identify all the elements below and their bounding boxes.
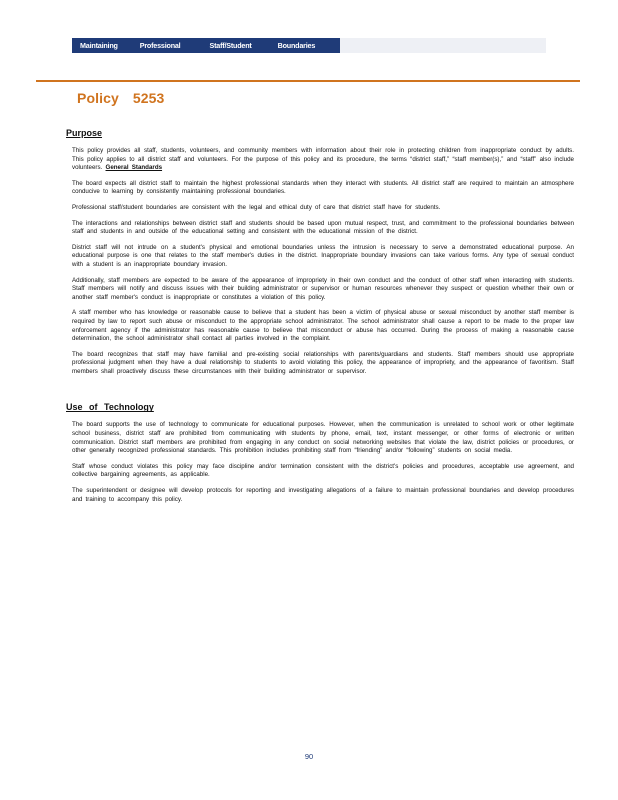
page-number: 90	[304, 752, 314, 761]
header-tab-professional: Professional	[139, 41, 181, 50]
paragraph: The board expects all district staff to maintain the highest professional standards when they interact with students. All district staff are required to maintain an atmosphere conducive to learning by consistently maintaining professional boundaries.	[72, 179, 574, 196]
paragraph: District staff will not intrude on a student's physical and emotional boundaries unless the intrusion is necessary to serve a demonstrated educational purpose. An educational purpose is one that relates to the staff member's duties in the district. Inappropriate boundary invasions can take various forms. Any type of sexual conduct with a student is an inappropriate boundary invasion.	[72, 243, 574, 268]
header-tab-boundaries: Boundaries	[277, 41, 316, 50]
policy-number: 5253	[132, 90, 165, 106]
header-tab-staff-student: Staff/Student	[209, 41, 252, 50]
paragraph: The superintendent or designee will develop protocols for reporting and investigating allegations of a failure to maintain professional boundaries and develop procedures and training to accompany this policy.	[72, 487, 574, 503]
section-heading-purpose: Purpose	[66, 128, 103, 138]
header-bar	[72, 38, 340, 53]
header-tab-maintaining: Maintaining	[80, 41, 118, 50]
paragraph: The interactions and relationships between district staff and students should be based upon mutual respect, trust, and commitment to the professional boundaries between staff and students in and outside of the educational setting and consistent with the educational mission of the district.	[72, 219, 574, 236]
policy-label: Policy	[77, 90, 119, 106]
paragraph: Professional staff/student boundaries are consistent with the legal and ethical duty of care that district staff have for students.	[72, 203, 441, 211]
paragraph: The board supports the use of technology to communicate for educational purposes. However, when the communication is unrelated to school work or other legitimate school business, district staff are prohibited from communicating with students by phone, email, text, instant messenger, or other forms of electronic or written communication. District staff members are prohibited from engaging in any conduct on social networking websites that violate the law, district policies or procedures, or other generally recognized professional standards. This prohibition includes prohibiting staff from “friending” and/or “following” students on social media.	[72, 421, 574, 455]
divider-rule	[36, 80, 580, 82]
section-heading-use-of-technology: Use of Technology	[66, 402, 154, 413]
paragraph: Staff whose conduct violates this policy may face discipline and/or termination consistent with the district's policies and procedures, acceptable use agreement, and collective bargaining agreements, as applicable.	[72, 462, 574, 479]
purpose-intro-text: This policy provides all staff, students, volunteers, and community members with information about their role in protecting children from inappropriate conduct by adults. This policy applies to all district staff and volunteers. For the purpose of this policy and its procedure, the terms “district staff,” “staff member(s),” and “staff” also include volunteers.	[72, 147, 574, 172]
purpose-intro-paragraph	[72, 147, 574, 173]
policy-title	[77, 90, 164, 106]
policy-body	[66, 128, 574, 511]
paragraph: The board recognizes that staff may have familial and pre-existing social relationships with parents/guardians and students. Staff members should use appropriate professional judgment when they have a dual relationship to students to avoid violating this policy, the appearance of impropriety, and the appearance of favoritism. Staff members shall proactively discuss these circumstances with their building administrator or supervisor.	[72, 350, 574, 375]
paragraph: A staff member who has knowledge or reasonable cause to believe that a student has been a victim of physical abuse or sexual misconduct by another staff member is required by law to report such abuse or misconduct to the appropriate school administrator. The school administrator shall cause a report to be made to the proper law enforcement agency if the administrator has reasonable cause to believe that misconduct or abuse has occurred. During the process of making a reasonable cause determination, the school administrator shall contact all parties involved in the complaint.	[72, 309, 574, 343]
paragraph: Additionally, staff members are expected to be aware of the appearance of impropriety in their own conduct and the conduct of other staff when interacting with students. Staff members will notify and discuss issues with their building administrator or supervisor or human resources whenever they suspect or question whether their own or another staff member's conduct is inappropriate or constitutes a violation of this policy.	[72, 276, 574, 301]
general-standards-heading: General Standards	[105, 164, 163, 172]
header-bar-tail	[340, 38, 546, 53]
